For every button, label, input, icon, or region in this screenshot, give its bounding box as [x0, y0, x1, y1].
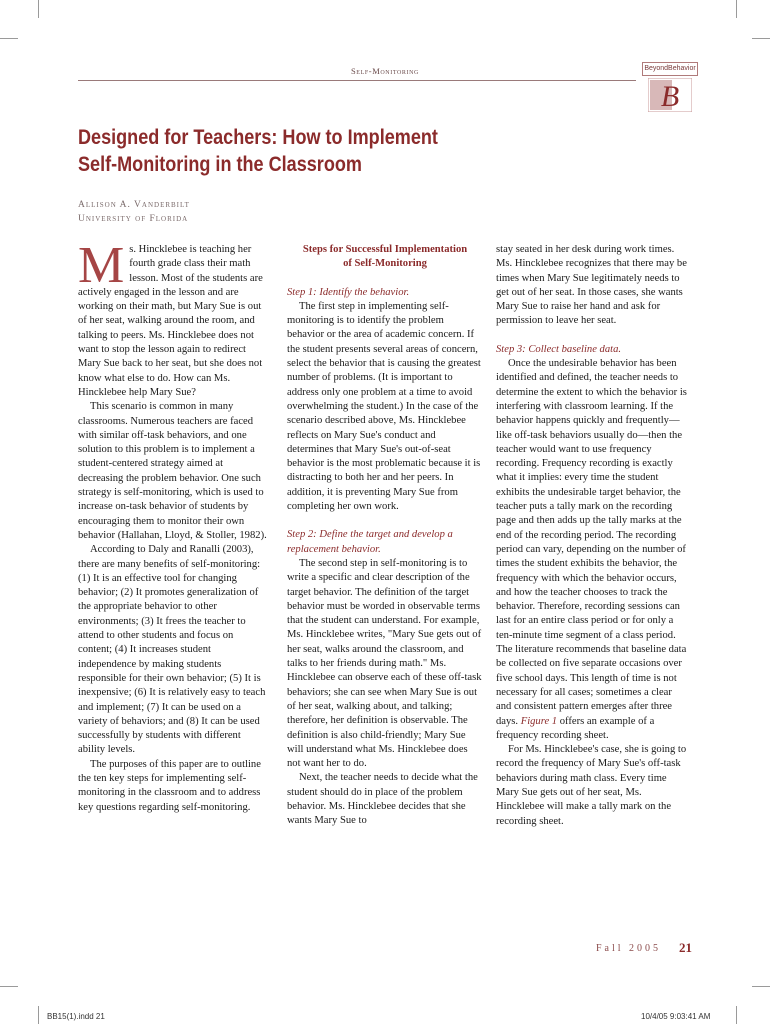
- paragraph: [496, 357, 688, 743]
- crop-mark: [38, 1006, 39, 1024]
- column-2: [287, 243, 483, 829]
- paragraph: The second step in self-monitoring is to write a specific and clear description of the target behavior. The definition of the target behavior must be worded in observable terms that the student can understand. For example, Ms. Hincklebee writes, "Mary Sue gets out of her seat, walks around the classroom, and talks to her friends during math." Ms. Hincklebee can observe each of these off-task behaviors; she can see when Mary Sue is out of her seat, walking about, and talking; therefore, her definition is observable. The definition is also child-friendly; Mary Sue will understand what Ms. Hincklebee does not want her to do.: [287, 557, 482, 770]
- running-head: Self-Monitoring: [350, 66, 419, 76]
- page-number: 21: [679, 940, 692, 955]
- crop-mark: [752, 986, 770, 987]
- paragraph: stay seated in her desk during work times. Ms. Hincklebee recognizes that there may be times when Mary Sue legitimately needs to get out of her seat. In those cases, she wants Mary Sue to raise her hand and ask for permission to leave her seat.: [496, 244, 687, 327]
- drop-cap: M: [78, 237, 125, 294]
- paragraph: This scenario is common in many classrooms. Numerous teachers are faced with similar off-task behaviors, and one solution to this problem is to implement a student-centered strategy aimed at decreasing the problem behavior. One such strategy is self-monitoring, which is used to increase on-task behavior of students by encouraging them to monitor their own behavior (Hallahan, Lloyd, & Stoller, 1982).: [78, 401, 267, 541]
- logo-label: BeyondBehavior: [642, 62, 698, 76]
- author-affiliation: University of Florida: [78, 214, 189, 224]
- timestamp-slug: 10/4/05 9:03:41 AM: [641, 1012, 711, 1021]
- paragraph: Next, the teacher needs to decide what the student should do in place of the problem behavior. Ms. Hincklebee decides that she wants Mary Sue to: [287, 772, 478, 827]
- paragraph-text: s. Hincklebee is teaching her fourth grade class their math lesson. Most of the students are actively engaged in the lesson and are working on their math, but Mary Sue is out of her seat, walking around the room, and talking to peers. Ms. Hincklebee does not want to stop the lesson again to redirect Mary Sue back to her seat, but she does not know what else to do. How can Ms. Hincklebee help Mary Sue?: [78, 244, 263, 398]
- figure-reference: Figure 1: [520, 715, 558, 727]
- step-heading: Step 2: Define the target and develop a replacement behavior.: [287, 529, 453, 555]
- section-heading: [287, 243, 483, 272]
- paragraph: According to Daly and Ranalli (2003), there are many benefits of self-monitoring: (1) It is an effective tool for changing behavior; (2) It promotes generalization of the appropriate behavior to other environments; (3) It frees the teacher to attend to other students and focus on content; (4) It increases student independence by making students responsible for their own behavior; (5) It is inexpensive; (6) It is relatively easy to teach and implement; (7) It can be used on a variety of behaviors; and (8) It can be used successfully by students with different ability levels.: [78, 544, 266, 756]
- issue-label: Fall 2005: [596, 943, 662, 954]
- logo-mark-letter: B: [660, 80, 680, 112]
- column-1: [78, 237, 270, 815]
- crop-mark: [38, 0, 39, 18]
- author-name: Allison A. Vanderbilt: [78, 200, 190, 210]
- author-block: [78, 198, 190, 226]
- crop-mark: [0, 38, 18, 39]
- crop-mark: [752, 38, 770, 39]
- title-line-2: Self-Monitoring in the Classroom: [78, 153, 362, 176]
- crop-mark: [0, 986, 18, 987]
- crop-mark: [736, 1006, 737, 1024]
- section-heading-line: Steps for Successful Implementation: [302, 244, 468, 255]
- logo-b-icon: [648, 78, 692, 112]
- column-3: [496, 243, 688, 829]
- header-rule: [78, 80, 636, 81]
- section-heading-line: of Self-Monitoring: [343, 258, 427, 270]
- file-slug: BB15(1).indd 21: [47, 1012, 105, 1021]
- journal-logo: [640, 62, 698, 114]
- article-title: [78, 124, 611, 178]
- step-heading: Step 3: Collect baseline data.: [496, 343, 622, 355]
- paragraph-text: Once the undesirable behavior has been identified and defined, the teacher needs to determine the extent to which the behavior is interfering with classroom learning. If the behavior happens quickly and frequently—like off-task behaviors usually do—then the teacher would want to use frequency recording. Frequency recording is exactly what it implies: every time the student exhibits the undesirable target behavior, the teacher puts a tally mark on the recording page and then adds up the tally marks at the end of the recording period. The recording period can vary, depending on the number of times the student exhibits the behavior, the frequency with which the behavior occurs, and how the teacher chooses to track the behavior. Therefore, recording sessions can last for an entire class period or for only a ten-minute time segment of a class period. The literature recommends that baseline data be collected on five separate occasions over five school days. This length of time is not necessary for all cases; sometimes a clear and consistent pattern emerges after three days.: [496, 358, 687, 727]
- paragraph: The first step in implementing self-monitoring is to identify the problem behavior or the area of academic concern. If the student presents several areas of concern, select the behavior that is causing the greatest number of problems. (It is important to address only one problem at a time to avoid overwhelming the student.) In the case of the scenario described above, Ms. Hincklebee reflects on Mary Sue's conduct and determines that Mary Sue's out-of-seat behavior is the most problematic because it is distracting to both her and her peers. In addition, it is preventing Mary Sue from completing her own work.: [287, 300, 481, 513]
- paragraph: [78, 237, 270, 400]
- paragraph-text: offers an example of a frequency recording sheet.: [496, 715, 655, 741]
- title-line-1: Designed for Teachers: How to Implement: [78, 126, 438, 149]
- crop-mark: [736, 0, 737, 18]
- paragraph: For Ms. Hincklebee's case, she is going to record the frequency of Mary Sue's off-task behaviors during math class. Every time Mary Sue gets out of her seat, Ms. Hincklebee will make a tally mark on the recording sheet.: [496, 744, 687, 827]
- step-heading: Step 1: Identify the behavior.: [287, 286, 410, 298]
- paragraph: The purposes of this paper are to outline the ten key steps for implementing self-monitoring in the classroom and to address key questions regarding self-monitoring.: [78, 758, 261, 813]
